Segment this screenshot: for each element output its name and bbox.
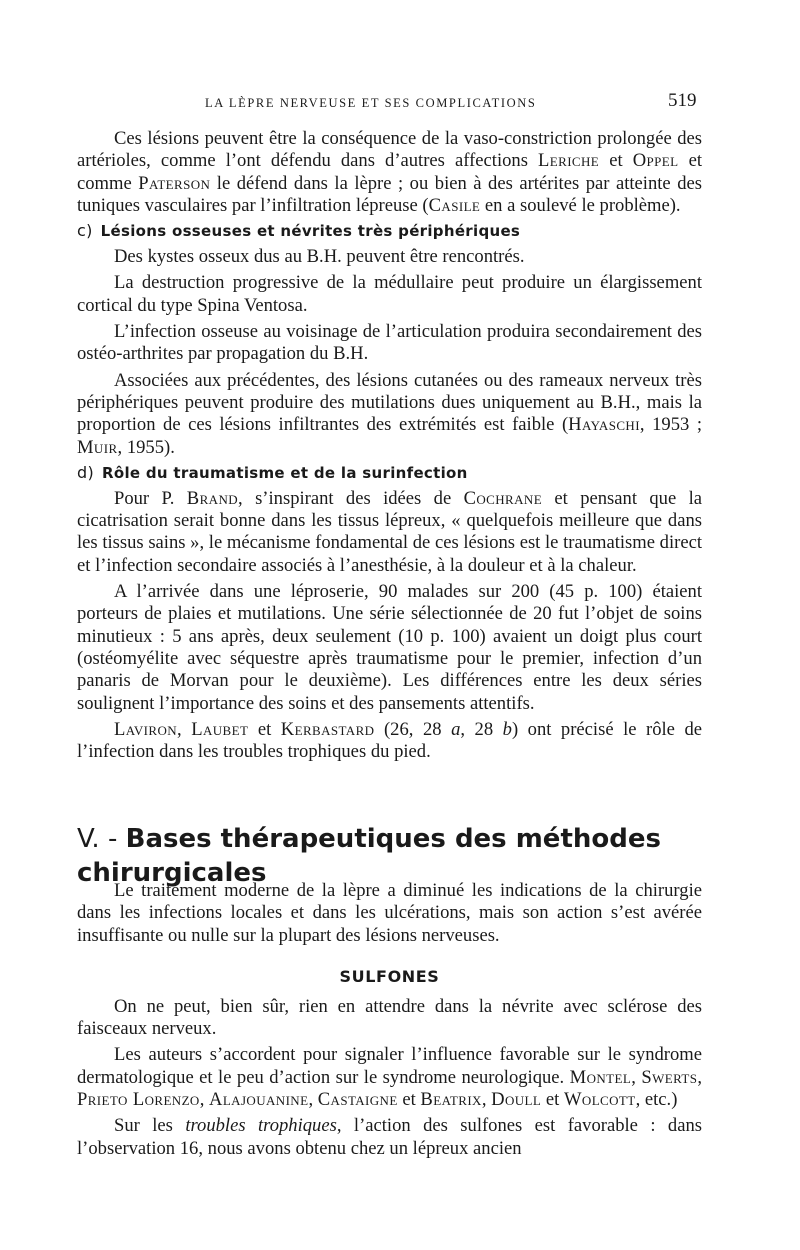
author-name: Kerbastard — [280, 718, 375, 740]
subsection-letter: d) — [77, 462, 94, 482]
author-name: Hayaschi — [568, 414, 640, 436]
text-run: (26, 28 — [374, 718, 452, 740]
subsection-letter: c) — [77, 221, 93, 241]
author-name: Doull — [491, 1089, 542, 1111]
text-run: , — [177, 718, 192, 740]
paragraph — [77, 321, 702, 366]
text-run: en a soulevé le problème). — [480, 194, 681, 216]
text-run: Pour P. — [114, 487, 187, 509]
author-name: Laubet — [191, 718, 249, 740]
italic-text: troubles trophiques — [185, 1115, 337, 1137]
text-run: , — [631, 1066, 642, 1088]
author-name: Alajouanine — [209, 1089, 309, 1111]
italic-text: b — [502, 718, 512, 740]
section-title: Bases thérapeutiques des méthodes chirurgicales — [77, 824, 661, 888]
paragraph — [77, 1115, 702, 1160]
text-run: Sur les — [114, 1115, 186, 1137]
subsection-title: Rôle du traumatisme et de la surinfection — [102, 463, 468, 482]
text-run: et — [541, 1089, 564, 1111]
subsection-heading-d — [77, 463, 702, 482]
text-run: le défend dans la lèpre ; ou bien à des artérites par atteinte des tuniques vasculaires par l’infiltration lépreuse ( — [77, 172, 702, 216]
author-name: Beatrix — [420, 1089, 482, 1111]
author-name: Laviron — [114, 718, 178, 740]
text-run: Les auteurs s’accordent pour signaler l’influence favorable sur le syndrome dermatologique et le peu d’action sur le syndrome neurologique. — [77, 1044, 702, 1088]
author-name: Casile — [428, 194, 481, 216]
paragraph — [77, 996, 702, 1041]
author-name: Paterson — [138, 172, 211, 194]
text-run: A l’arrivée dans une léproserie, 90 malades sur 200 (45 p. 100) étaient porteurs de plaies et mutilations. Une série sélectionnée de 20 fut l’objet de soins minutieux : 5 ans après, deux seulement (10 p. 100) avaient un doigt plus court (ostéomyélite avec séquestre après traumatisme pour le premier, infection d’un panaris de Morvan pour le deuxième). Les différences entre les deux séries soulignent l’importance des soins et des pansements attentifs. — [77, 581, 702, 714]
author-name: Montel — [569, 1066, 632, 1088]
author-name: Leriche — [538, 150, 600, 172]
text-run: Le traitement moderne de la lèpre a diminué les indications de la chirurgie dans les infections locales et dans les ulcérations, mais son action s’est avérée insuffisante ou nulle sur la plupart des lésions nerveuses. — [77, 880, 702, 946]
text-run: et pensant que la cicatrisation serait bonne dans les tissus lépreux, « quelquefois meilleure que dans les tissus sains », le mécanisme fondamental de ces lésions est le traumatisme direct et l’infection secondaire associés à l’anesthésie, à la douleur et à la chaleur. — [77, 487, 702, 576]
text-run: Ces lésions peuvent être la conséquence de la vaso-constriction prolongée des artérioles, comme l’ont défendu dans d’autres affections — [77, 128, 702, 172]
text-run: , etc.) — [635, 1089, 678, 1111]
text-run: On ne peut, bien sûr, rien en attendre dans la névrite avec sclérose des faisceaux nerveux. — [77, 995, 702, 1040]
text-run: et — [599, 150, 633, 172]
running-head: LA LÈPRE NERVEUSE ET SES COMPLICATIONS — [205, 96, 537, 110]
subsection-title: Lésions osseuses et névrites très périphériques — [100, 222, 521, 241]
text-run: ) ont précisé le rôle de l’infection dans les troubles trophiques du pied. — [77, 718, 703, 763]
italic-text: a — [451, 718, 461, 740]
author-name: Oppel — [632, 150, 679, 172]
text-run: Associées aux précédentes, des lésions cutanées ou des rameaux nerveux très périphériques peuvent produire des mutilations dues uniquement au B.H., mais la proportion de ces lésions infiltrantes des extrémités est faible ( — [77, 369, 702, 436]
author-name: Prieto Lorenzo — [77, 1089, 200, 1111]
text-run: , 28 — [460, 718, 503, 740]
text-run: Des kystes osseux dus au B.H. peuvent être rencontrés. — [114, 246, 525, 268]
author-name: Muir — [77, 436, 118, 458]
paragraph — [77, 246, 702, 268]
section-numeral: V. - — [77, 824, 118, 854]
text-run: , — [199, 1089, 209, 1111]
text-run: La destruction progressive de la médullaire peut produire un élargissement cortical du type Spina Ventosa. — [77, 272, 702, 316]
author-name: Wolcott — [563, 1089, 636, 1111]
author-name: Brand — [186, 487, 239, 509]
text-run: , — [697, 1066, 702, 1088]
text-run: , — [308, 1089, 318, 1111]
text-run: L’infection osseuse au voisinage de l’articulation produira secondairement des ostéo-arthrites par propagation du B.H. — [77, 321, 702, 365]
text-run: et comme — [77, 150, 702, 194]
paragraph — [77, 880, 702, 947]
paragraph — [77, 1044, 702, 1111]
paragraph — [77, 581, 702, 715]
author-name: Castaigne — [317, 1089, 398, 1111]
paragraph — [77, 128, 702, 217]
text-run: , s’inspirant des idées de — [238, 487, 464, 509]
text-run: , l’action des sulfones est favorable : dans l’observation 16, nous avons obtenu chez un lépreux ancien — [77, 1115, 703, 1159]
body-text-bottom — [77, 880, 702, 1164]
text-run: , 1955). — [117, 436, 175, 458]
text-run: , — [481, 1089, 492, 1111]
sulfones-heading: SULFONES — [339, 966, 440, 986]
paragraph — [77, 488, 702, 577]
page-number: 519 — [668, 90, 697, 111]
subsection-heading-c — [77, 221, 702, 240]
text-run: , 1953 ; — [639, 414, 702, 436]
paragraph — [77, 719, 702, 764]
text-run: et — [397, 1089, 421, 1111]
text-run: et — [248, 718, 281, 740]
paragraph — [77, 272, 702, 317]
body-text-top — [77, 128, 702, 767]
author-name: Swerts — [641, 1066, 698, 1088]
author-name: Cochrane — [463, 487, 543, 509]
paragraph — [77, 370, 702, 459]
